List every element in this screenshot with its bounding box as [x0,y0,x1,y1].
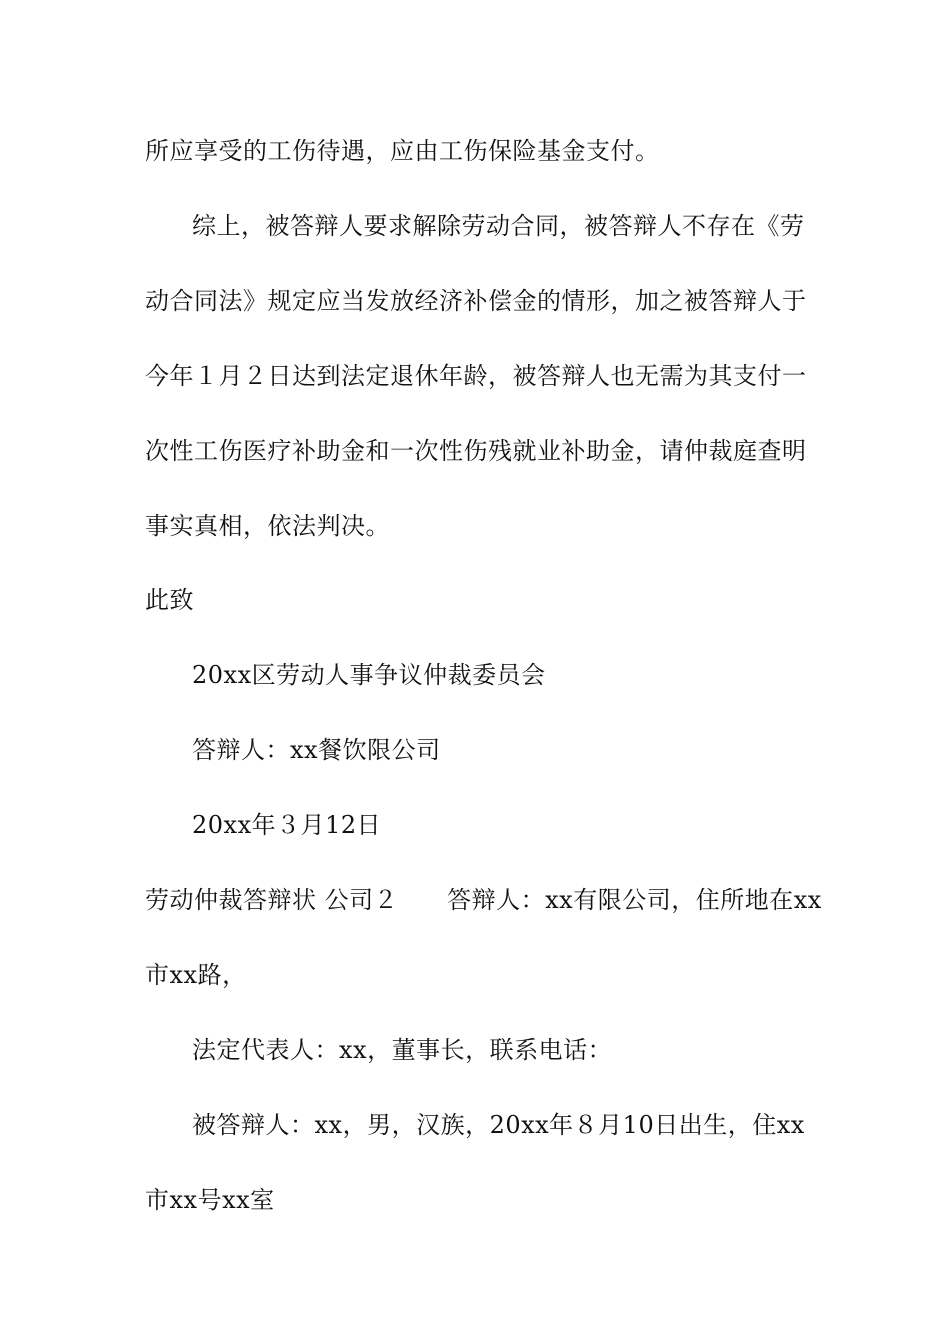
paragraph-line: 事实真相，依法判决。 [145,512,390,540]
paragraph-line: 动合同法》规定应当发放经济补偿金的情形，加之被答辩人于 [145,287,807,315]
claimant-line: 被答辩人：xx，男，汉族，20xx年８月10日出生，住xx [192,1111,805,1139]
paragraph-line: 所应享受的工伤待遇，应由工伤保险基金支付。 [145,137,660,165]
legal-representative-line: 法定代表人：xx，董事长，联系电话： [192,1036,613,1064]
paragraph-line: 市xx路， [145,961,247,989]
addressee: 20xx区劳动人事争议仲裁委员会 [192,661,546,689]
paragraph-line: 市xx号xx室 [145,1186,275,1214]
paragraph-line: 综上，被答辩人要求解除劳动合同，被答辩人不存在《劳 [192,212,805,240]
paragraph-line: 今年１月２日达到法定退休年龄，被答辩人也无需为其支付一 [145,362,807,390]
paragraph-line: 次性工伤医疗补助金和一次性伤残就业补助金，请仲裁庭查明 [145,437,807,465]
document-date: 20xx年３月12日 [192,811,382,839]
respondent-signature: 答辩人：xx餐饮限公司 [192,736,441,764]
salutation: 此致 [145,586,194,614]
heading-line: 劳动仲裁答辩状 公司２ 答辩人：xx有限公司，住所地在xx [145,886,822,914]
